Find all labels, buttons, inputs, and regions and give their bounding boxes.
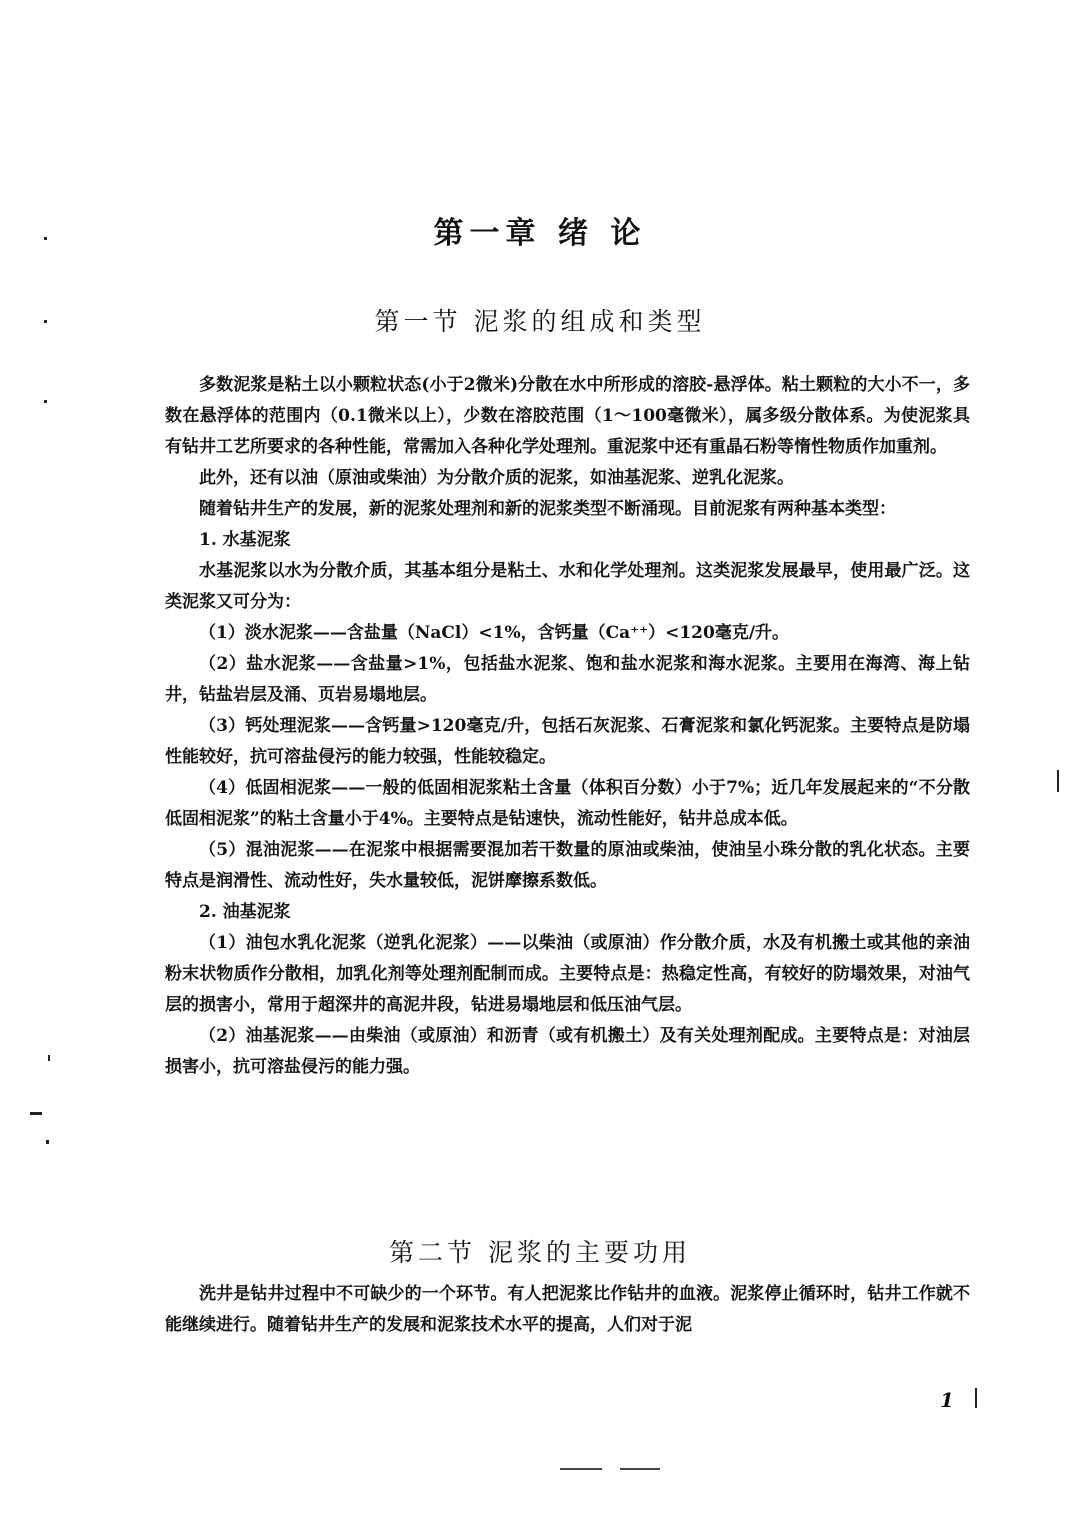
scan-speck: [44, 320, 47, 323]
paragraph: 此外，还有以油（原油或柴油）为分散介质的泥浆，如油基泥浆、逆乳化泥浆。: [199, 468, 794, 488]
section-2-body: [165, 1279, 970, 1341]
list-item: （1）油包水乳化泥浆（逆乳化泥浆）——以柴油（或原油）作分散介质，水及有机搬土或其他的亲油粉末状物质作分散相，加乳化剂等处理剂配制而成。主要特点是：热稳定性高，有较好的防塌效果，对油气层的损害小，常用于超深井的高泥井段，钻进易塌地层和低压油气层。: [165, 933, 970, 1015]
scan-speck: [46, 1140, 49, 1144]
list-item: （1）淡水泥浆——含盐量（NaCl）<1%，含钙量（Ca⁺⁺）<120毫克/升。: [199, 623, 790, 643]
paragraph: 随着钻井生产的发展，新的泥浆处理剂和新的泥浆类型不断涌现。目前泥浆有两种基本类型：: [199, 499, 896, 519]
section-1-body: [165, 370, 970, 1083]
scan-line: [620, 1468, 660, 1470]
chapter-title: 第一章 绪 论: [433, 216, 647, 251]
scan-speck: [48, 1055, 50, 1061]
scan-speck: [1057, 770, 1059, 792]
scan-speck: [44, 400, 47, 403]
paragraph: 多数泥浆是粘土以小颗粒状态(小于2微米)分散在水中所形成的溶胶-悬浮体。粘土颗粒的大小不一，多数在悬浮体的范围内（0.1微米以上），少数在溶胶范围（1～100毫微米），属多级分散体系。为使泥浆具有钻井工艺所要求的各种性能，常需加入各种化学处理剂。重泥浆中还有重晶石粉等惰性物质作加重剂。: [165, 375, 970, 457]
scan-speck: [44, 237, 47, 240]
paragraph: 水基泥浆以水为分散介质，其基本组分是粘土、水和化学处理剂。这类泥浆发展最早，使用最广泛。这类泥浆又可分为：: [165, 561, 970, 612]
list-item: （2）油基泥浆——由柴油（或原油）和沥青（或有机搬土）及有关处理剂配成。主要特点是：对油层损害小，抗可溶盐侵污的能力强。: [165, 1026, 970, 1077]
scan-speck: [30, 1112, 42, 1115]
list-item: （5）混油泥浆——在泥浆中根据需要混加若干数量的原油或柴油，使油呈小珠分散的乳化状态。主要特点是润滑性、流动性好，失水量较低，泥饼摩擦系数低。: [165, 840, 970, 891]
subsection-heading: 2. 油基泥浆: [199, 902, 291, 922]
page-number: 1: [940, 1388, 954, 1412]
list-item: （2）盐水泥浆——含盐量>1%，包括盐水泥浆、饱和盐水泥浆和海水泥浆。主要用在海湾、海上钻井，钻盐岩层及涌、页岩易塌地层。: [165, 654, 970, 705]
scan-speck: [975, 1388, 977, 1408]
paragraph: 洗井是钻井过程中不可缺少的一个环节。有人把泥浆比作钻井的血液。泥浆停止循环时，钻井工作就不能继续进行。随着钻井生产的发展和泥浆技术水平的提高，人们对于泥: [165, 1284, 970, 1335]
scan-line: [560, 1468, 602, 1470]
section-title-2: 第二节 泥浆的主要功用: [389, 1238, 691, 1267]
section-title-1: 第一节 泥浆的组成和类型: [374, 307, 706, 336]
list-item: （3）钙处理泥浆——含钙量>120毫克/升，包括石灰泥浆、石膏泥浆和氯化钙泥浆。主要特点是防塌性能较好，抗可溶盐侵污的能力较强，性能较稳定。: [165, 716, 970, 767]
list-item: （4）低固相泥浆——一般的低固相泥浆粘土含量（体积百分数）小于7%；近几年发展起来的“不分散低固相泥浆”的粘土含量小于4%。主要特点是钻速快，流动性能好，钻井总成本低。: [165, 778, 970, 829]
subsection-heading: 1. 水基泥浆: [199, 530, 291, 550]
